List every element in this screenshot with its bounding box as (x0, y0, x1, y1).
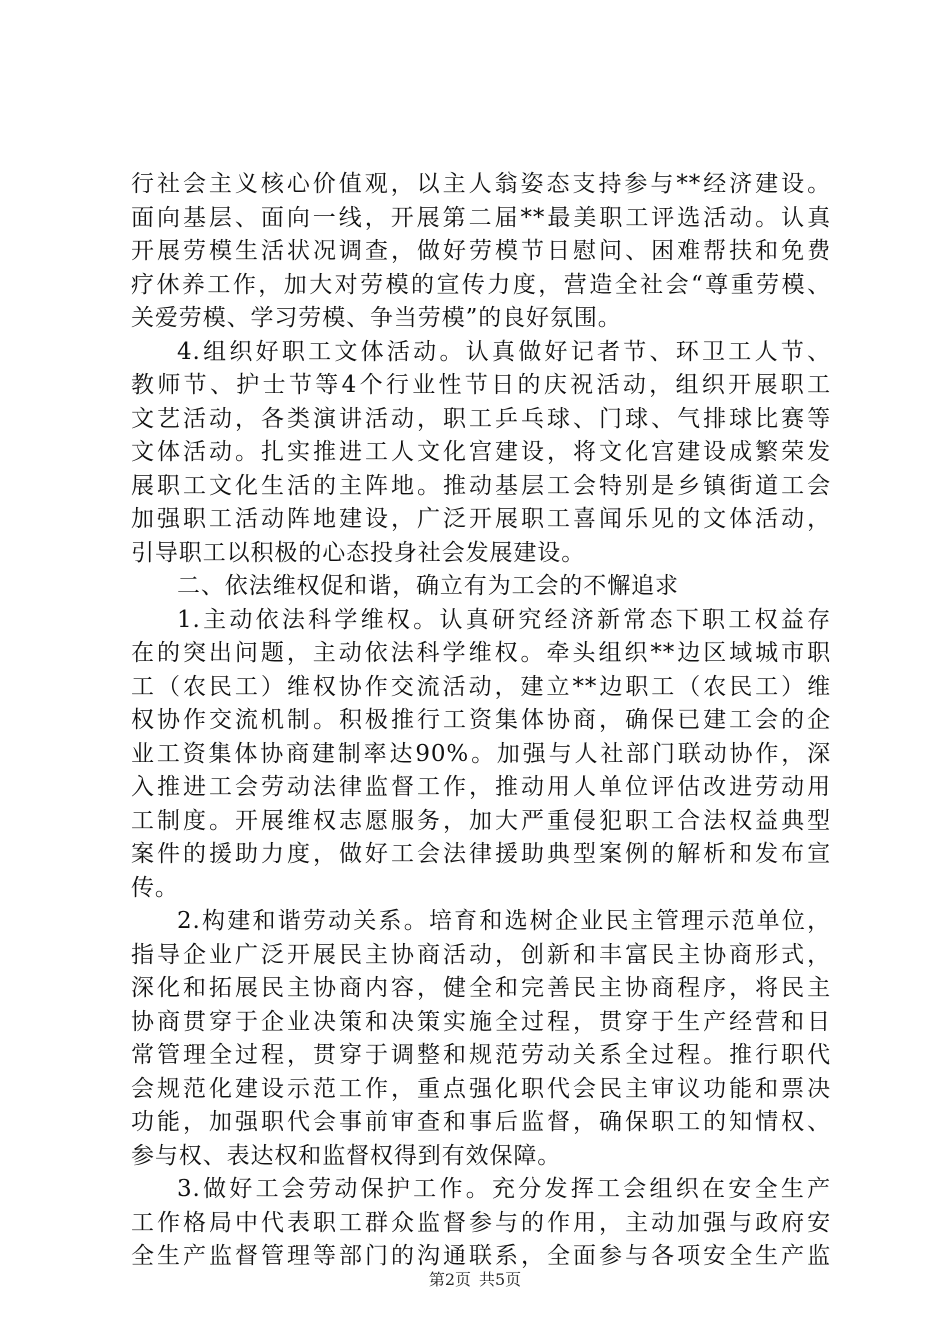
text-line: 展职工文化生活的主阵地。推动基层工会特别是乡镇街道工会 (131, 472, 831, 499)
page-number: 第2页 (428, 1270, 471, 1289)
text-line: 面向基层、面向一线，开展第二届**最美职工评选活动。认真 (131, 204, 831, 231)
text-line: 疗休养工作，加大对劳模的宣传力度，营造全社会“尊重劳模、 (131, 271, 831, 298)
text-line: 权协作交流机制。积极推行工资集体协商，确保已建工会的企 (131, 707, 831, 733)
text-line: 教师节、护士节等4个行业性节日的庆祝活动，组织开展职工 (131, 372, 831, 398)
text-line: 工作格局中代表职工群众监督参与的作用，主动加强与政府安 (131, 1209, 831, 1236)
paragraph-heading: 2.构建和谐劳动关系。培育和选树企业民主管理示范单位， (177, 908, 831, 934)
text-line: 工制度。开展维权志愿服务，加大严重侵犯职工合法权益典型 (131, 807, 831, 834)
text-line: 行社会主义核心价值观，以主人翁姿态支持参与**经济建设。 (131, 171, 831, 197)
text-line: 常管理全过程，贯穿于调整和规范劳动关系全过程。推行职代 (131, 1042, 831, 1068)
text-line: 传。 (131, 874, 179, 901)
section-heading: 二、依法维权促和谐，确立有为工会的不懈追求 (177, 573, 679, 599)
text-line: 开展劳模生活状况调查，做好劳模节日慰问、困难帮扶和免费 (131, 238, 831, 264)
document-body (131, 168, 831, 1274)
page-total: 共5页 (479, 1270, 522, 1289)
text-line: 案件的援助力度，做好工会法律援助典型案例的解析和发布宣 (131, 841, 831, 867)
text-line: 引导职工以积极的心态投身社会发展建设。 (131, 539, 586, 566)
text-line: 全生产监督管理等部门的沟通联系，全面参与各项安全生产监 (131, 1243, 831, 1269)
text-line: 关爱劳模、学习劳模、争当劳模”的良好氛围。 (131, 305, 622, 331)
text-line: 指导企业广泛开展民主协商活动，创新和丰富民主协商形式， (131, 941, 831, 968)
text-line: 参与权、表达权和监督权得到有效保障。 (131, 1142, 562, 1169)
text-line: 文艺活动，各类演讲活动，职工乒乓球、门球、气排球比赛等 (131, 405, 831, 432)
page-footer (0, 1270, 950, 1290)
text-line: 深化和拓展民主协商内容，健全和完善民主协商程序，将民主 (131, 975, 831, 1001)
text-line: 入推进工会劳动法律监督工作，推动用人单位评估改进劳动用 (131, 774, 831, 800)
text-line: 功能，加强职代会事前审查和事后监督，确保职工的知情权、 (131, 1109, 831, 1135)
text-line: 在的突出问题，主动依法科学维权。牵头组织**边区域城市职 (131, 640, 831, 666)
text-line: 加强职工活动阵地建设，广泛开展职工喜闻乐见的文体活动， (131, 506, 831, 532)
text-line: 协商贯穿于企业决策和决策实施全过程，贯穿于生产经营和日 (131, 1008, 831, 1035)
paragraph-heading: 3.做好工会劳动保护工作。充分发挥工会组织在安全生产 (177, 1176, 831, 1202)
paragraph-heading: 1.主动依法科学维权。认真研究经济新常态下职工权益存 (177, 606, 831, 633)
text-line: 文体活动。扎实推进工人文化宫建设，将文化宫建设成繁荣发 (131, 439, 831, 465)
text-line: 会规范化建设示范工作，重点强化职代会民主审议功能和票决 (131, 1075, 831, 1102)
text-line: 业工资集体协商建制率达90%。加强与人社部门联动协作，深 (131, 740, 831, 767)
paragraph-heading: 4.组织好职工文体活动。认真做好记者节、环卫工人节、 (177, 338, 831, 365)
text-line: 工（农民工）维权协作交流活动，建立**边职工（农民工）维 (131, 673, 831, 700)
